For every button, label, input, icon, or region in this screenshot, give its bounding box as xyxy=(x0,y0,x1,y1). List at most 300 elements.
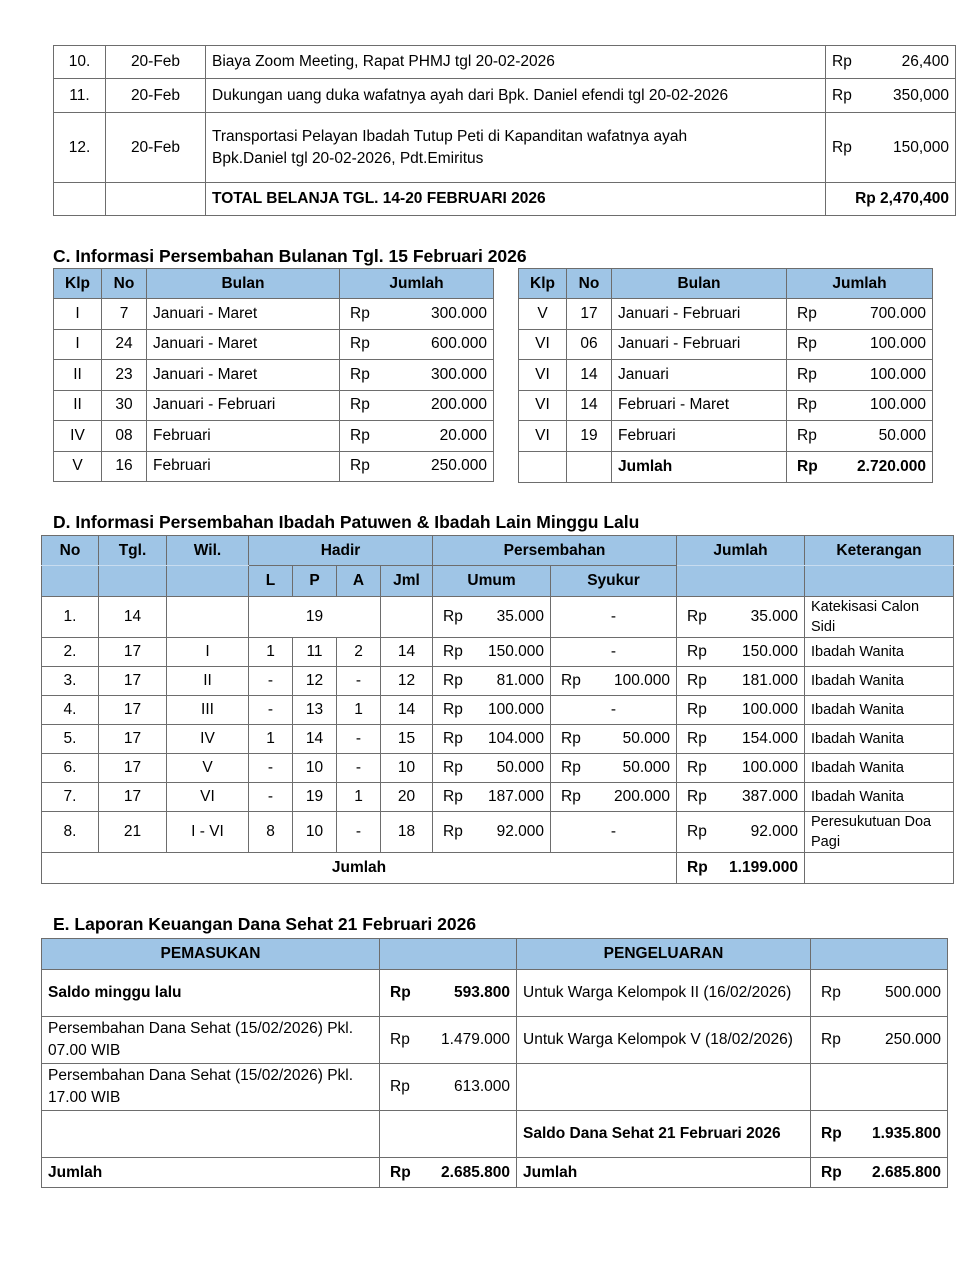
total-value: Rp 2,470,400 xyxy=(826,183,956,216)
header-row xyxy=(42,536,954,566)
amount-cell xyxy=(433,597,551,638)
currency-label: Rp xyxy=(390,1163,411,1181)
keterangan-cell: Ibadah Wanita xyxy=(805,696,954,725)
keterangan-cell: Ibadah Wanita xyxy=(805,638,954,667)
wil-cell xyxy=(167,597,249,638)
header-syukur: Syukur xyxy=(551,566,677,597)
currency-label: Rp xyxy=(350,365,370,383)
currency-label: Rp xyxy=(821,984,841,1001)
header-empty xyxy=(380,939,517,970)
no-cell: 7. xyxy=(42,783,99,812)
section-c-title: C. Informasi Persembahan Bulanan Tgl. 15 Februari 2026 xyxy=(53,246,527,266)
amount-value: 187.000 xyxy=(487,788,544,805)
header-bulan: Bulan xyxy=(612,269,787,299)
keterangan-cell: Katekisasi Calon Sidi xyxy=(805,597,954,638)
total-label: Jumlah xyxy=(612,451,787,482)
bulan-cell: Januari - Februari xyxy=(612,299,787,330)
header-keterangan: Keterangan xyxy=(805,536,954,566)
table-row xyxy=(54,79,956,113)
money-wrap xyxy=(386,1078,510,1096)
no-cell: 06 xyxy=(567,329,612,360)
p-cell: 19 xyxy=(293,783,337,812)
no-cell: 16 xyxy=(102,451,147,482)
income-label: Persembahan Dana Sehat (15/02/2026) Pkl. 07.00 WIB xyxy=(42,1017,380,1064)
amount-cell xyxy=(551,783,677,812)
amount-cell xyxy=(677,638,805,667)
no-cell: 30 xyxy=(102,390,147,421)
bulan-cell: Januari - Maret xyxy=(147,299,340,330)
income-label: Persembahan Dana Sehat (15/02/2026) Pkl. 17.00 WIB xyxy=(42,1064,380,1111)
amount-cell xyxy=(787,390,933,421)
amount-cell xyxy=(811,1064,948,1111)
row-amount xyxy=(826,46,956,79)
money-wrap xyxy=(793,335,926,353)
amount-value: 250.000 xyxy=(884,1031,941,1048)
klp-cell: VI xyxy=(519,390,567,421)
amount-value: 700.000 xyxy=(869,304,926,322)
amount-cell xyxy=(340,299,494,330)
currency-label: Rp xyxy=(797,335,817,353)
currency-label: Rp xyxy=(350,396,370,414)
wil-cell: V xyxy=(167,754,249,783)
keterangan-cell: Ibadah Wanita xyxy=(805,725,954,754)
table-row xyxy=(54,329,494,360)
no-cell: 17 xyxy=(567,299,612,330)
amount-value: 1.479.000 xyxy=(441,1031,510,1048)
amount-cell xyxy=(811,970,948,1017)
desc-line: Transportasi Pelayan Ibadah Tutup Peti di Kapanditan wafatnya ayah xyxy=(212,127,688,145)
jml-cell: 18 xyxy=(381,812,433,853)
amount-value: 50.000 xyxy=(622,730,671,747)
header-jumlah: Jumlah xyxy=(787,269,933,299)
header-tgl: Tgl. xyxy=(99,536,167,566)
worship-offering-table xyxy=(41,535,954,884)
jml-cell xyxy=(381,597,433,638)
table-row xyxy=(54,113,956,183)
row-no: 10. xyxy=(54,46,106,79)
section-d-title: D. Informasi Persembahan Ibadah Patuwen & Ibadah Lain Minggu Lalu xyxy=(53,512,640,532)
currency-label: Rp xyxy=(350,335,370,353)
p-cell: 14 xyxy=(293,725,337,754)
expense-table xyxy=(53,45,956,216)
p-cell: 10 xyxy=(293,754,337,783)
no-cell: 14 xyxy=(567,390,612,421)
amount-value: 200.000 xyxy=(430,396,487,414)
header-empty xyxy=(805,566,954,597)
header-empty xyxy=(99,566,167,597)
no-cell: 4. xyxy=(42,696,99,725)
amount-value: 613.000 xyxy=(453,1078,510,1095)
money-wrap xyxy=(557,672,670,690)
money-wrap xyxy=(557,759,670,777)
money-wrap xyxy=(817,984,941,1002)
bulan-cell: Februari xyxy=(147,421,340,452)
no-cell: 1. xyxy=(42,597,99,638)
header-umum: Umum xyxy=(433,566,551,597)
total-in-label: Jumlah xyxy=(42,1158,380,1188)
table-row xyxy=(42,1017,948,1064)
amount-value: 250.000 xyxy=(430,457,487,475)
l-cell: - xyxy=(249,783,293,812)
no-cell: 19 xyxy=(567,421,612,452)
currency-label: Rp xyxy=(797,365,817,383)
amount-value: 100.000 xyxy=(613,672,671,689)
money-wrap xyxy=(557,788,670,806)
jml-cell: 15 xyxy=(381,725,433,754)
no-cell: 24 xyxy=(102,329,147,360)
money-wrap xyxy=(439,730,544,748)
wil-cell: IV xyxy=(167,725,249,754)
currency-label: Rp xyxy=(797,396,817,414)
header-l: L xyxy=(249,566,293,597)
amount-cell xyxy=(551,667,677,696)
currency-label: Rp xyxy=(561,788,581,805)
table-row xyxy=(42,667,954,696)
subheader-row xyxy=(42,566,954,597)
row-date: 20-Feb xyxy=(106,46,206,79)
amount-value: 154.000 xyxy=(741,730,799,747)
total-row xyxy=(42,853,954,884)
syukur-cell: - xyxy=(551,638,677,667)
amount-value: 150.000 xyxy=(487,643,544,660)
amount-value: 100.000 xyxy=(741,759,799,776)
l-cell: 1 xyxy=(249,638,293,667)
a-cell: - xyxy=(337,812,381,853)
amount-cell xyxy=(340,421,494,452)
keterangan-cell: Peresukutuan Doa Pagi xyxy=(805,812,954,853)
wil-cell: I - VI xyxy=(167,812,249,853)
income-label: Saldo minggu lalu xyxy=(42,970,380,1017)
currency-label: Rp xyxy=(443,701,463,718)
currency-label: Rp xyxy=(443,643,463,660)
header-persembahan: Persembahan xyxy=(433,536,677,566)
money-wrap xyxy=(386,1031,510,1049)
bulan-cell: Januari - Maret xyxy=(147,329,340,360)
header-row xyxy=(54,269,494,299)
klp-cell: V xyxy=(54,451,102,482)
money-wrap xyxy=(683,608,798,626)
tgl-cell: 17 xyxy=(99,667,167,696)
syukur-cell: - xyxy=(551,597,677,638)
a-cell: 1 xyxy=(337,696,381,725)
currency-label: Rp xyxy=(443,788,463,805)
header-wil: Wil. xyxy=(167,536,249,566)
table-row xyxy=(54,360,494,391)
a-cell: - xyxy=(337,754,381,783)
money-wrap xyxy=(439,701,544,719)
money-wrap xyxy=(793,396,926,414)
currency-label: Rp xyxy=(443,823,463,840)
row-date: 20-Feb xyxy=(106,113,206,183)
expense-label: Untuk Warga Kelompok V (18/02/2026) xyxy=(517,1017,811,1064)
currency-label: Rp xyxy=(390,1031,410,1048)
empty-cell xyxy=(106,183,206,216)
tgl-cell: 21 xyxy=(99,812,167,853)
no-cell: 2. xyxy=(42,638,99,667)
table-row xyxy=(42,812,954,853)
amount-cell xyxy=(340,390,494,421)
header-p: P xyxy=(293,566,337,597)
l-cell: 8 xyxy=(249,812,293,853)
amount-value: 92.000 xyxy=(496,823,544,840)
amount-value: 35.000 xyxy=(496,608,544,625)
table-row xyxy=(42,696,954,725)
tgl-cell: 17 xyxy=(99,638,167,667)
desc-line: Bpk.Daniel tgl 20-02-2026, Pdt.Emiritus xyxy=(212,149,484,167)
currency-label: Rp xyxy=(832,53,852,70)
no-cell: 3. xyxy=(42,667,99,696)
amount-cell xyxy=(340,360,494,391)
header-pengeluaran: PENGELUARAN xyxy=(517,939,811,970)
money-wrap xyxy=(683,788,798,806)
keterangan-cell: Ibadah Wanita xyxy=(805,783,954,812)
l-cell: - xyxy=(249,696,293,725)
p-cell: 12 xyxy=(293,667,337,696)
money-wrap xyxy=(346,427,487,445)
amount-value: 100.000 xyxy=(869,365,926,383)
money-wrap xyxy=(439,643,544,661)
table-row xyxy=(42,754,954,783)
currency-label: Rp xyxy=(832,86,852,104)
header-empty xyxy=(42,566,99,597)
amount-value: 1.935.800 xyxy=(872,1125,941,1142)
currency-label: Rp xyxy=(797,457,818,475)
jml-cell: 14 xyxy=(381,638,433,667)
money-wrap xyxy=(683,672,798,690)
amount-cell xyxy=(551,725,677,754)
amount-cell xyxy=(677,812,805,853)
money-wrap xyxy=(439,823,544,841)
amount-value: 2.720.000 xyxy=(857,457,926,475)
money-wrap xyxy=(683,759,798,777)
amount-cell xyxy=(787,360,933,391)
p-cell: 10 xyxy=(293,812,337,853)
wil-cell: III xyxy=(167,696,249,725)
header-klp: Klp xyxy=(54,269,102,299)
no-cell: 23 xyxy=(102,360,147,391)
header-a: A xyxy=(337,566,381,597)
currency-label: Rp xyxy=(561,672,581,689)
amount-cell xyxy=(811,1017,948,1064)
amount-value: 1.199.000 xyxy=(729,859,799,876)
money-wrap xyxy=(683,823,798,841)
row-date: 20-Feb xyxy=(106,79,206,113)
a-cell: - xyxy=(337,667,381,696)
amount-value: 181.000 xyxy=(741,672,799,689)
money-wrap xyxy=(386,984,510,1002)
amount-cell xyxy=(677,667,805,696)
currency-label: Rp xyxy=(687,759,707,776)
currency-label: Rp xyxy=(390,1078,410,1095)
tgl-cell: 14 xyxy=(99,597,167,638)
wil-cell: II xyxy=(167,667,249,696)
header-no: No xyxy=(42,536,99,566)
tgl-cell: 17 xyxy=(99,725,167,754)
klp-cell: IV xyxy=(54,421,102,452)
money-wrap xyxy=(439,672,544,690)
jml-cell: 14 xyxy=(381,696,433,725)
amount-cell xyxy=(433,638,551,667)
row-no: 11. xyxy=(54,79,106,113)
amount-value: 300.000 xyxy=(430,304,487,322)
klp-cell: I xyxy=(54,329,102,360)
amount-value: 350,000 xyxy=(892,86,949,104)
keterangan-cell: Ibadah Wanita xyxy=(805,667,954,696)
bulan-cell: Januari - Februari xyxy=(612,329,787,360)
currency-label: Rp xyxy=(687,788,707,805)
money-wrap xyxy=(683,701,798,719)
currency-label: Rp xyxy=(687,859,708,876)
currency-label: Rp xyxy=(350,304,370,322)
header-no: No xyxy=(102,269,147,299)
row-desc: Biaya Zoom Meeting, Rapat PHMJ tgl 20-02-2026 xyxy=(206,46,826,79)
amount-cell xyxy=(433,667,551,696)
klp-cell: I xyxy=(54,299,102,330)
jml-cell: 20 xyxy=(381,783,433,812)
empty-cell xyxy=(567,451,612,482)
currency-label: Rp xyxy=(350,426,370,444)
l-cell: - xyxy=(249,667,293,696)
money-wrap xyxy=(793,366,926,384)
header-hadir: Hadir xyxy=(249,536,433,566)
amount-value: 2.685.800 xyxy=(872,1163,941,1181)
amount-value: 35.000 xyxy=(750,608,799,625)
expense-label: Untuk Warga Kelompok II (16/02/2026) xyxy=(517,970,811,1017)
total-row xyxy=(54,183,956,216)
expense-label: Saldo Dana Sehat 21 Februari 2026 xyxy=(517,1111,811,1158)
currency-label: Rp xyxy=(687,608,707,625)
syukur-cell: - xyxy=(551,696,677,725)
total-row xyxy=(519,451,933,482)
amount-cell xyxy=(340,451,494,482)
tgl-cell: 17 xyxy=(99,696,167,725)
health-fund-table xyxy=(41,938,948,1188)
table-row xyxy=(42,783,954,812)
table-row xyxy=(519,421,933,452)
header-bulan: Bulan xyxy=(147,269,340,299)
amount-value: 500.000 xyxy=(884,984,941,1001)
amount-cell xyxy=(380,1017,517,1064)
amount-cell xyxy=(787,299,933,330)
amount-value: 300.000 xyxy=(430,365,487,383)
a-cell: 2 xyxy=(337,638,381,667)
currency-label: Rp xyxy=(821,1031,841,1048)
amount-value: 593.800 xyxy=(453,984,510,1001)
currency-label: Rp xyxy=(797,426,817,444)
amount-value: 50.000 xyxy=(878,426,926,444)
l-cell: 1 xyxy=(249,725,293,754)
table-row xyxy=(54,390,494,421)
table-row xyxy=(42,725,954,754)
amount-cell xyxy=(380,970,517,1017)
monthly-offering-table-left xyxy=(53,268,494,482)
table-row xyxy=(519,390,933,421)
table-row xyxy=(519,360,933,391)
amount-value: 50.000 xyxy=(496,759,544,776)
currency-label: Rp xyxy=(832,138,852,156)
amount-cell xyxy=(433,812,551,853)
monthly-offering-table-right xyxy=(518,268,933,483)
bulan-cell: Februari - Maret xyxy=(612,390,787,421)
currency-label: Rp xyxy=(797,304,817,322)
klp-cell: V xyxy=(519,299,567,330)
amount-value: 104.000 xyxy=(487,730,544,747)
amount-value: 81.000 xyxy=(496,672,544,689)
money-wrap xyxy=(817,1125,941,1143)
no-cell: 8. xyxy=(42,812,99,853)
hadir-merged-cell: 19 xyxy=(249,597,381,638)
table-row xyxy=(54,421,494,452)
currency-label: Rp xyxy=(821,1125,842,1142)
currency-label: Rp xyxy=(687,672,707,689)
amount-cell xyxy=(551,754,677,783)
total-label: Jumlah xyxy=(42,853,677,884)
money-wrap xyxy=(346,396,487,414)
amount-cell xyxy=(677,725,805,754)
tgl-cell: 17 xyxy=(99,783,167,812)
no-cell: 7 xyxy=(102,299,147,330)
bulan-cell: Februari xyxy=(612,421,787,452)
amount-cell xyxy=(787,421,933,452)
money-wrap xyxy=(439,759,544,777)
row-amount xyxy=(826,79,956,113)
total-amount xyxy=(677,853,805,884)
currency-label: Rp xyxy=(443,608,463,625)
no-cell: 14 xyxy=(567,360,612,391)
amount-value: 200.000 xyxy=(613,788,671,805)
amount-value: 100.000 xyxy=(869,396,926,414)
tgl-cell: 17 xyxy=(99,754,167,783)
table-row xyxy=(42,638,954,667)
amount-value: 100.000 xyxy=(741,701,799,718)
table-row xyxy=(519,329,933,360)
klp-cell: VI xyxy=(519,421,567,452)
row-desc xyxy=(206,113,826,183)
total-in-amount xyxy=(380,1158,517,1188)
total-amount xyxy=(787,451,933,482)
bulan-cell: Januari - Maret xyxy=(147,360,340,391)
currency-label: Rp xyxy=(687,701,707,718)
table-row xyxy=(54,451,494,482)
empty-cell xyxy=(54,183,106,216)
currency-label: Rp xyxy=(350,457,370,475)
money-wrap xyxy=(346,457,487,475)
empty-cell xyxy=(519,451,567,482)
a-cell: 1 xyxy=(337,783,381,812)
header-pemasukan: PEMASUKAN xyxy=(42,939,380,970)
header-klp: Klp xyxy=(519,269,567,299)
header-jumlah: Jumlah xyxy=(677,536,805,566)
klp-cell: II xyxy=(54,360,102,391)
amount-cell xyxy=(677,696,805,725)
amount-cell xyxy=(677,597,805,638)
currency-label: Rp xyxy=(443,730,463,747)
amount-cell xyxy=(677,783,805,812)
total-out-label: Jumlah xyxy=(517,1158,811,1188)
amount-value: 150.000 xyxy=(741,643,799,660)
total-label: TOTAL BELANJA TGL. 14-20 FEBRUARI 2026 xyxy=(206,183,826,216)
keterangan-cell: Ibadah Wanita xyxy=(805,754,954,783)
expense-label xyxy=(517,1064,811,1111)
p-cell: 11 xyxy=(293,638,337,667)
amount-value: 2.685.800 xyxy=(441,1163,510,1181)
amount-value: 150,000 xyxy=(892,138,949,156)
amount-value: 600.000 xyxy=(430,335,487,353)
row-no: 12. xyxy=(54,113,106,183)
amount-value: 50.000 xyxy=(622,759,671,776)
table-row xyxy=(42,1111,948,1158)
p-cell: 13 xyxy=(293,696,337,725)
